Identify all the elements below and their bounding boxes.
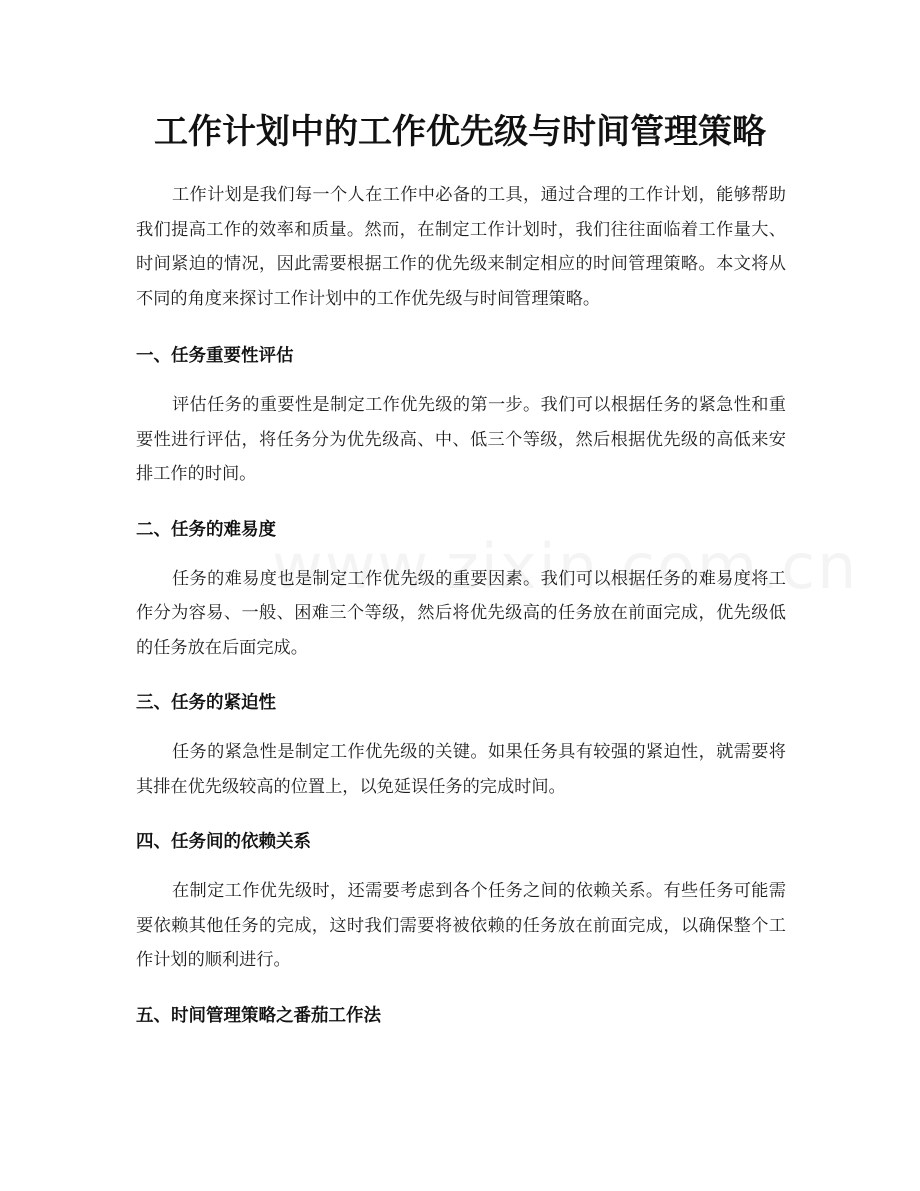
section-3-heading: 三、任务的紧迫性 (136, 693, 276, 713)
section-5-heading: 五、时间管理策略之番茄工作法 (136, 1005, 381, 1026)
section-4-heading: 四、任务间的依赖关系 (136, 832, 311, 852)
section-2-heading: 二、任务的难易度 (136, 519, 276, 540)
section-2-paragraph: 任务的难易度也是制定工作优先级的重要因素。我们可以根据任务的难易度将工作分为容易、一般、困难三个等级，然后将优先级高的任务放在前面完成，优先级低的任务放在后面完成。 (136, 568, 786, 658)
section-1-paragraph: 评估任务的重要性是制定工作优先级的第一步。我们可以根据任务的紧急性和重要性进行评估，将任务分为优先级高、中、低三个等级，然后根据优先级的高低来安排工作的时间。 (136, 395, 786, 484)
section-4-paragraph: 在制定工作优先级时，还需要考虑到各个任务之间的依赖关系。有些任务可能需要依赖其他任务的完成，这时我们需要将被依赖的任务放在前面完成，以确保整个工作计划的顺利进行。 (136, 881, 786, 970)
document-title: 工作计划中的工作优先级与时间管理策略 (154, 112, 766, 152)
intro-paragraph: 工作计划是我们每一个人在工作中必备的工具，通过合理的工作计划，能够帮助我们提高工作的效率和质量。然而，在制定工作计划时，我们往往面临着工作量大、时间紧迫的情况，因此需要根据工作的优先级来制定相应的时间管理策略。本文将从不同的角度来探讨工作计划中的工作优先级与时间管理策略。 (136, 185, 786, 309)
section-3-paragraph: 任务的紧急性是制定工作优先级的关键。如果任务具有较强的紧迫性，就需要将其排在优先级较高的位置上，以免延误任务的完成时间。 (136, 742, 786, 797)
document-body (136, 178, 786, 1031)
section-1-heading: 一、任务重要性评估 (136, 346, 294, 366)
